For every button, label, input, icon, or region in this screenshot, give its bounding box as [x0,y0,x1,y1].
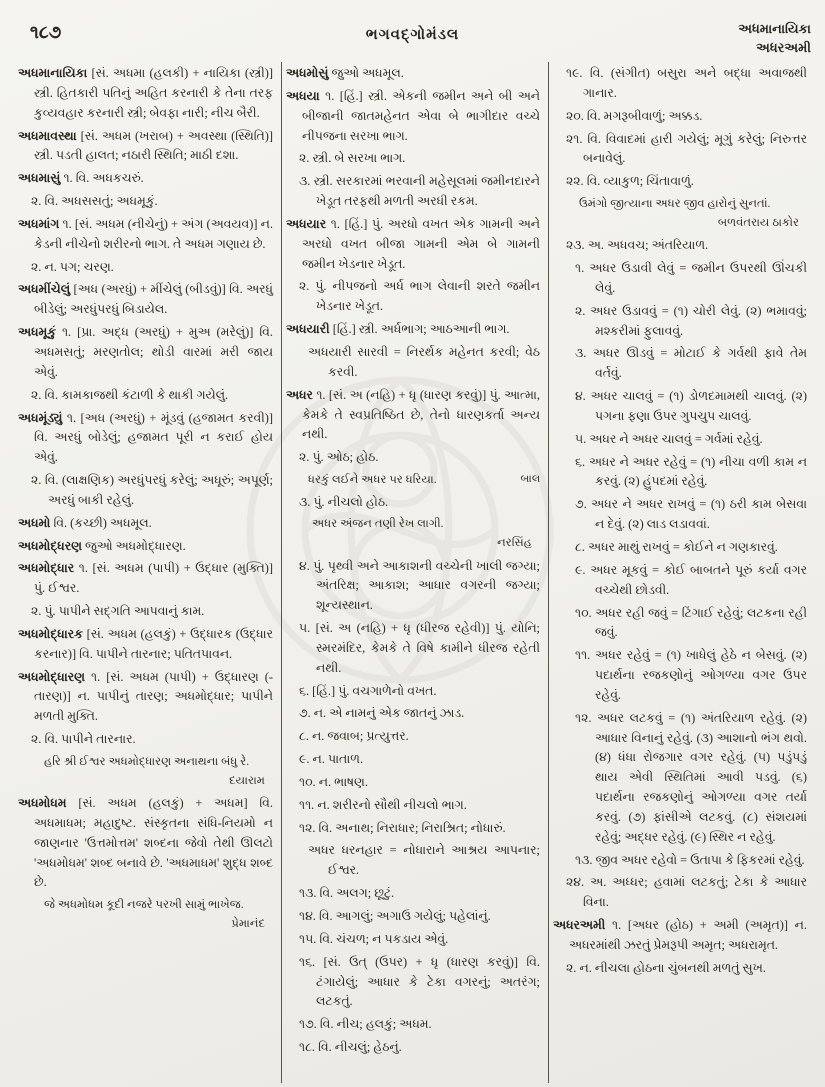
sense-line: ૩. પું. નીચલો હોઠ. [299,494,389,509]
headword: અધમોદ્ધાર [18,561,79,576]
sense-line: ૯. ન. પાતાળ. [299,752,364,767]
idiom-line: અધયારી સારવી = નિરર્થક મહેનત કરવી; વેઠ કરવી. [308,344,540,379]
sense-line: ૧૪. વિ. આગલું; અગાઉ ગયેલું; પહેલાંનું. [299,909,491,924]
dictionary-entry: અધમાંગ ૧. [સં. અધમ (નીચેનું) + અંગ (અવયવ)] ન. કેડની નીચેનો શરીરનો ભાગ. તે અધમ ગણાય છે. [18,216,274,251]
headword: અધમૂકું [18,325,62,340]
sense-line: ૧૦. ન. ભાષણ. [299,774,368,789]
idiom-line: ૧૦. અધર રહી જવું = ટિંગાઈ રહેવું; લટકના રહી જવું. [575,605,807,640]
headword: અધમોદ્ધારણ [18,669,91,684]
sense-line: ૭. ન. એ નામનું એક જાતનું ઝાડ. [299,706,465,721]
dictionary-entry: અધરઅમી ૧. [અધર (હોઠ) + અમી (અમૃત)] ન. અધરમાંથી ઝરતું પ્રેમરૂપી અમૃત; અધરામૃત. [553,918,807,952]
dictionary-column-1 [14,62,281,1083]
sense-line: ૮. ન. જવાબ; પ્રત્યુત્તર. [299,729,409,744]
dictionary-entry: અધર ૧. [સં. અ (નહિ) + ધૃ (ધારણ કરવું)] પું. આત્મા, કેમકે તે સ્વપ્રતિષ્ઠિત છે, તેનો ધારણકર્તા અન્ય નથી. [286,387,541,442]
headword: અધમીંચેલું [18,282,74,297]
dictionary-entry: અધમાસું ૧. વિ. અધકચરું. [18,171,144,186]
sense-line: ૧૯. વિ. (સંગીત) બસુરા અને બદ્ધા અવાજથી ગાનાર. [566,66,807,100]
dictionary-column-3 [548,62,815,1083]
sense-line: ૨. વિ. પાપીને તારનાર. [31,732,136,747]
sense-line: ૨. ન. પગ; ચરણ. [31,259,114,274]
sense-line: ૨. વિ. અધસસતું; અધમૂકું. [31,194,158,209]
idiom-line: ૧. અધર ઉડાવી લેવું = જમીન ઉપરથી ઊંચકી લેવું. [575,261,807,295]
sense-line: ૨. સ્ત્રી. બે સરખા ભાગ. [299,151,406,166]
sense-line: ૧૩. વિ. અલગ; છૂટું. [299,886,395,901]
headword: અધરઅમી [553,918,612,933]
dictionary-entry: અધમાવસ્થા [સં. અધમ (ખરાબ) + અવસ્થા (સ્થિતિ)] સ્ત્રી. પડતી હાલત; નઠારી સ્થિતિ; માઠી દશા. [18,128,273,163]
idiom-line: અધર ધરનહાર = નોધારાને આશ્રય આપનાર; ઈશ્વર. [308,843,540,878]
dictionary-entry: અધમૂકું ૧. [પ્રા. અદ્ધ (અરધું) + મુઅ (મરેલું)] વિ. અધમસતું; મરણતોલ; થોડી વારમાં મરી જાય એવું. [18,325,273,379]
dictionary-entry: અધમાનાયિકા [સં. અધમા (હલકી) + નાયિકા (સ્ત્રી)] સ્ત્રી. હિતકારી પતિનું અહિત કરનારી કે તેના તરફ કુવ્યવહાર કરનારી સ્ત્રી; બેવફા નારી; નીચ બૈરી. [18,66,274,120]
sense-line: ૫. [સં. અ (નહિ) + ધૃ (ધીરજ રહેવી)] પું. યોનિ; સ્મરમંદિર, કેમકે તે વિષે કામીને ધીરજ રહેતી નથી. [299,621,540,675]
dictionary-entry: અધયા ૧. [હિં.] સ્ત્રી. એકની જમીન અને બી અને બીજાની જાતમહેનત એવા બે ભાગીદાર વચ્ચે નીપજના સરખા ભાગ. [286,88,540,143]
running-head-first-word: અધમાનાયિકા [738,21,811,36]
quote-line [286,471,540,490]
headword: અધમોદ્ધરણ [18,538,86,553]
dictionary-entry: અધમોસું જુઓ અધમૂલ. [286,66,404,80]
idiom-line: ૧૩. જીવ અધર રહેવો = ઉતાપા કે ફિકરમાં રહેવું. [575,852,805,867]
dictionary-entry: અધમોધમ [સં. અધમ (હલકું) + અધમ] વિ. અધમાધમ; મહાદુષ્ટ. સંસ્કૃતના સંધિ-નિયમો ન જાણનાર 'ઉત્તમોત્તમ' શબ્દના જેવો તેથી ઊલટો 'અધમોધમ' શબ્દ બનાવે છે. 'અધમાધમ' શુદ્ધ શબ્દ છે. [18,796,273,890]
idiom-line: ૧૨. અધર લટકવું = (૧) અંતરિયાળ રહેવું. (૨) આધાર વિનાનું રહેવું. (૩) આશાનો ભંગ થવો. (૪) ધંધા રોજગાર વગર રહેવું. (૫) પડુંપડું થાય એવી સ્થિતિમાં આવી પડવું. (૬) પદાર્થના રજકણોનું ઓગળ્યા વગર તર્યા કરવું. (૭) ફાંસીએ લટકવું. (૮) સંશયમાં રહેવું; અદ્ધર રહેવું. (૯) સ્થિર ન રહેવું. [575,710,807,844]
headword: અધમોધમ [18,796,79,811]
text-columns [14,62,817,1083]
dictionary-entry: અધમૂંડ્યું ૧. [અધ (અરધું) + મૂંડવું (હજામત કરવી)] વિ. અરધું બોડેલું; હજામત પૂરી ન કરાઈ હોય એવું. [18,410,273,465]
idiom-line: ૫. અધર ને અધર ચાલવું = ગર્વમાં રહેવું. [575,431,763,446]
sense-line: ૧૧. ન. શરીરનો સૌથી નીચલો ભાગ. [299,797,467,812]
quote-line: જે અધમોધમ કૂદી નજરે પરખી સામું ભાખેજ. [44,898,244,912]
headword: અધમાસું [18,171,64,186]
sense-line: ૬. [હિં.] પું. વચગાળેનો વખત. [299,683,437,698]
sense-line: ૨. પું. નીપજનો અર્ધ ભાગ લેવાની શરતે જમીન ખેડનાર ખેડૂત. [299,279,540,314]
quote-attribution: બાલ [520,473,540,486]
book-title: ભગવદ્ગોમંડલ [365,27,460,43]
dictionary-column-2 [281,62,548,1083]
quote-line: અધર અંજન તણી રેખ લાગી. [312,517,444,531]
page-number: ૧૮૭ [30,22,62,42]
quote-line: હરિ શ્રી ઈશ્વર અધમોદ્ધારણ અનાથના બંધુ રે. [44,755,250,768]
idiom-line: ૨. અધર ઉડાવવું = (૧) ચોરી લેવું. (૨) ભમાવવું; મશ્કરીમાં ફુલાવવું. [575,303,807,338]
sense-line: ૨. વિ. (લાક્ષણિક) અરધુંપરધું કરેલું; અધૂરું; અપૂર્ણ; અરધું બાકી રહેલું. [31,473,273,507]
running-head-last-word: અધરઅમી [756,39,811,55]
headword: અધમાંગ [18,216,63,231]
sense-line: ૨. પું. ઓઠ; હોઠ. [299,450,379,465]
idiom-line: ૧૧. અધર રહેવું = (૧) ખાધેલું હેઠે ન બેસવું. (૨) પદાર્થના રજકણોનું ઓગળ્યા વગર ઉપર રહેવું. [575,648,807,702]
headword: અધયાર [286,216,331,231]
dictionary-entry: અધયારી [હિં.] સ્ત્રી. અર્ધભાગ; આઠઆની ભાગ. [286,322,510,337]
headword: અધયા [286,88,326,103]
running-head [738,20,811,58]
headword: અધમોસું [286,66,332,80]
quote-attribution: બળવંતરાય ઠાકોર [717,215,799,229]
headword: અધયારી [286,322,333,337]
dictionary-entry: અધમીંચેલું [અધ (અરધું) + મીંચેલું (બીડવું)] વિ. અરધું બીડેલું; અરધુંપરધું બિડાયેલ. [18,282,273,317]
idiom-line: ૩. અધર ઊડવું = મોટાઈ કે ગર્વથી ફાવે તેમ વર્તવું. [575,346,807,381]
quote-attribution: દયારામ [229,773,265,787]
sense-line: ૧૬. [સં. ઉત્ (ઉપર) + ધૃ (ધારણ કરવું)] વિ. ટંગાયેલું; આધાર કે ટેકા વગરનું; અતરંગ; લટકતું. [299,954,540,1009]
quote-attribution: નરસિંહ [497,535,532,549]
quote-line: ઉમંગો જીત્યાના અધર જીવ હારોનું સુનતાં. [579,197,771,211]
headword: અધર [286,387,317,402]
sense-line: ૧૮. વિ. નીચલું; હેઠનું. [299,1040,402,1055]
sense-line: ૨૨. વિ. વ્યાકુળ; ચિંતાવાળું. [566,174,694,189]
headword: અધમો [18,515,54,530]
dictionary-entry: અધમોદ્ધરણ જુઓ અધમોદ્ધારણ. [18,538,186,553]
headword: અધમૂંડ્યું [18,410,67,425]
idiom-line: ૪. અધર ચાલવું = (૧) ડોળદમામથી ચાલવું. (૨) પગના ફણા ઉપર ગુપચુપ ચાલવું. [575,389,807,423]
sense-line: ૧૭. વિ. નીચ; હલકું; અધમ. [299,1017,432,1032]
sense-line: ૨. પું. પાપીને સદ્ગતિ આપવાનું કામ. [31,604,205,619]
headword: અધમોદ્ધારક [18,626,87,641]
idiom-line: ૭. અધર ને અધર રાખવું = (૧) ઠરી કામ બેસવા ન દેવું. (૨) લાડ લડાવવાં. [575,497,807,532]
dictionary-entry: અધમોદ્ધારણ ૧. [સં. અધમ (પાપી) + ઉદ્ધારણ (-તારણ)] ન. પાપીનું તારણ; અધમોદ્ધાર; પાપીને મળતી મુક્તિ. [18,669,273,724]
headword: અધમાનાયિકા [18,66,92,80]
dictionary-entry: અધમોદ્ધાર ૧. [સં. અધમ (પાપી) + ઉદ્ધાર (મુક્તિ)] પું. ઈશ્વર. [18,561,273,596]
quote-attribution: પ્રેમાનંદ [231,916,265,930]
dictionary-entry: અધમો વિ. (કચ્છી) અધમૂલ. [18,515,152,530]
sense-line: ૧૨. વિ. અનાથ; નિરાધાર; નિરાશ્રિત; નોધારું. [299,820,506,835]
sense-line: ૩. સ્ત્રી. સરકારમાં ભરવાની મહેસૂલમાં જમીનદારને ખેડૂત તરફથી મળતી અરધી રકમ. [299,174,540,209]
dictionary-entry: અધયાર ૧. [હિં.] પું. અરધો વખત એક ગામની અને અરધો વખત બીજા ગામની એમ બે ગામની જમીન ખેડનાર ખેડૂત. [286,216,540,271]
quote-text: ધરકું લઈને અધર પર ધરિયા. [308,473,437,487]
sense-line: ૨૦. વિ. મગરૂબીવાળું; અક્કડ. [566,108,703,123]
sense-line: ૨. ન. નીચલા હોઠના ચુંબનથી મળતું સુખ. [566,960,766,975]
sense-line: ૪. પું. પૃથ્વી અને આકાશની વચ્ચેની ખાલી જગ્યા; અંતરિક્ષ; આકાશ; આધાર વગરની જગ્યા; શૂન્યસ્થાન. [299,558,540,613]
idiom-line: ૯. અધર મૂકવું = કોઈ બાબતને પૂરું કર્યા વગર વચ્ચેથી છોડવી. [575,562,807,597]
sense-line: ૨. વિ. કામકાજથી કંટાળી કે થાકી ગયેલું. [31,387,229,402]
sense-line: ૧૫. વિ. ચંચળ; ન પકડાય એવું. [299,931,449,946]
headword: અધમાવસ્થા [18,128,81,143]
idiom-line: ૮. અધર માથું રાખવું = કોઈને ન ગણકારવું. [575,539,778,554]
sense-line: ૨૩. અ. અધવચ; અંતરિયાળ. [566,238,709,253]
idiom-line: ૬. અધર ને અધર રહેવું = (૧) નીચા વળી કામ ન કરવું. (૨) હુંપદમાં રહેવું. [575,454,807,489]
dictionary-entry: અધમોદ્ધારક [સં. અધમ (હલકું) + ઉદ્ધારક (ઉદ્ધાર કરનાર)] વિ. પાપીને તારનાર; પતિતપાવન. [18,626,273,661]
sense-line: ૨૧. વિ. વિવાદમાં હારી ગયેલું; મૂગું કરેલું; નિરુત્તર બનાવેલું. [566,131,807,166]
sense-line: ૨૪. અ. અધ્ધર; હવામાં લટકતું; ટેકા કે આધાર વિના. [566,875,807,910]
